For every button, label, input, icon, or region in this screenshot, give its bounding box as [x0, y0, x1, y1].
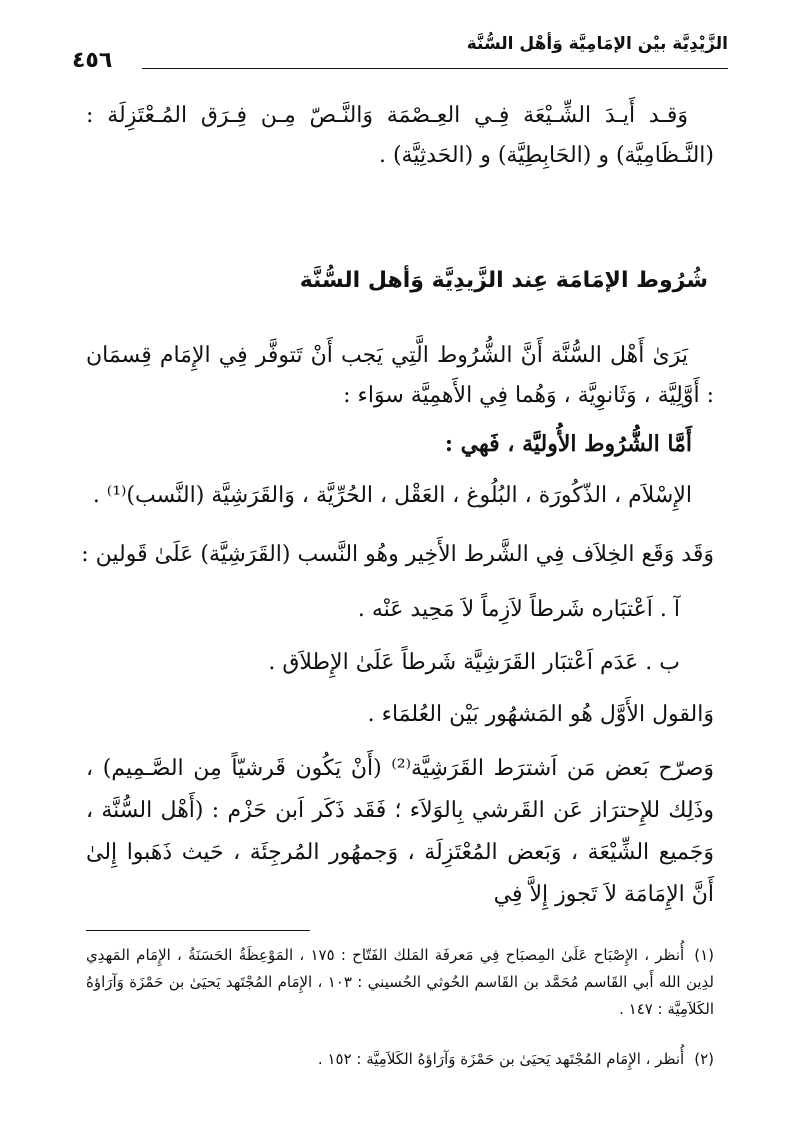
primary-conditions-label: أَمَّا الشُّرُوط الأُوليَّة ، فَهي : [444, 431, 692, 457]
opinion-a: آ . اَعْتبَاره شَرطاً لاَزِماً لاَ مَحِيد عَنْه . [357, 597, 680, 622]
footnote-1-number: (١) [694, 946, 714, 964]
footnote-1-text: أُنظر ، الإِصْبَاح عَلَىٰ المِصبَاح فِي مَعرفَة المَلك الفَتّاح : ١٧٥ ، المَوْعِظَةُ الحَسَنَةُ ، الإِمَام المَهدِي لدِين الله أَبي القَاسم مُحَمَّد بن القَاسم الحُوثي الحُسيني : ١٠٣ ، الإِمَام المُجْتَهد يَحيَىٰ بن حَمْزَة وَآرَاؤهُ الكَلاَمِيَّة : ١٤٧ . [86, 946, 714, 1018]
footnote-2-text: أُنظر ، الإِمَام المُجْتَهد يَحيَىٰ بن حَمْزَة وَآرَاؤهُ الكَلاَمِيَّة : ١٥٢ . [317, 1050, 685, 1068]
page-header [72, 28, 728, 74]
primary-conditions-list: الإِسْلاَم ، الذّكُورَة ، البُلُوغ ، العَقْل ، الحُرِّيَّة ، وَالقَرَشِيَّة (النَّسب)⁽¹⁾ . [92, 483, 692, 508]
section-heading: شُرُوط الإمَامَة عِند الزَّيدِيَّة وَأهل السُّنَّة [299, 268, 708, 293]
header-rule [142, 68, 728, 69]
footnote-rule [86, 930, 310, 931]
page-number: ٤٥٦ [72, 48, 113, 73]
running-title: الزَّيْدِيَّة بيْن الإمَامِيَّة وَأهْل السُّنَّة [466, 34, 728, 54]
dispute-sentence: وَقَد وَقَع الخِلاَف فِي الشَّرط الأَخِير وهُو النَّسب (القَرَشِيَّة) عَلَىٰ قَولين : [81, 542, 714, 567]
opinion-b: ب . عَدَم اَعْتبَار القَرَشِيَّة شَرطاً عَلَىٰ الإِطلاَق . [268, 650, 680, 675]
qurashi-paragraph: وَصرّح بَعض مَن اَشترَط القَرَشِيَّة⁽²⁾ (أَنْ يَكُون قَرشيّاً مِن الصَّـمِيم) ، وذَلِك للإِحترَاز عَن القَرشي بِالوَلاَء ؛ فَقَد ذَكَر اَبن حَزْم : (أَهْل السُّنَّة ، وَجَميع الشِّيْعَة ، وَبَعض المُعْتَزِلَة ، وَجمهُور المُرجِئَة ، حَيث ذَهَبوا إِلىٰ أَنَّ الإِمَامَة لاَ تَجوز إِلاَّ فِي [86, 756, 714, 907]
famous-opinion: وَالقول الأَوَّل هُو المَشهُور بَيْن العُلمَاء . [367, 702, 714, 727]
intro-paragraph: وَقـد أَيـدَ الشِّـيْعَة فِـي العِـصْمَة وَالنَّـصّ مِـن فِـرَق المُـعْتَزِلَة : (النَّـظَامِيَّة) و (الحَابِطِيَّة) و (الحَدثِيَّة) . [86, 103, 714, 168]
definition-paragraph: يَرَىٰ أَهْل السُّنَّة أَنَّ الشُّرُوط الَّتِي يَجب أَنْ تَتوفَّر فِي الإِمَام قِسمَان : أَوَّلِيَّة ، وَثَانوِيَّة ، وَهُما فِي الأَهمِيَّة سوَاء : [86, 343, 714, 408]
footnote-2 [86, 1046, 714, 1073]
footnote-1 [86, 942, 714, 1023]
footnote-2-number: (٢) [694, 1050, 714, 1068]
